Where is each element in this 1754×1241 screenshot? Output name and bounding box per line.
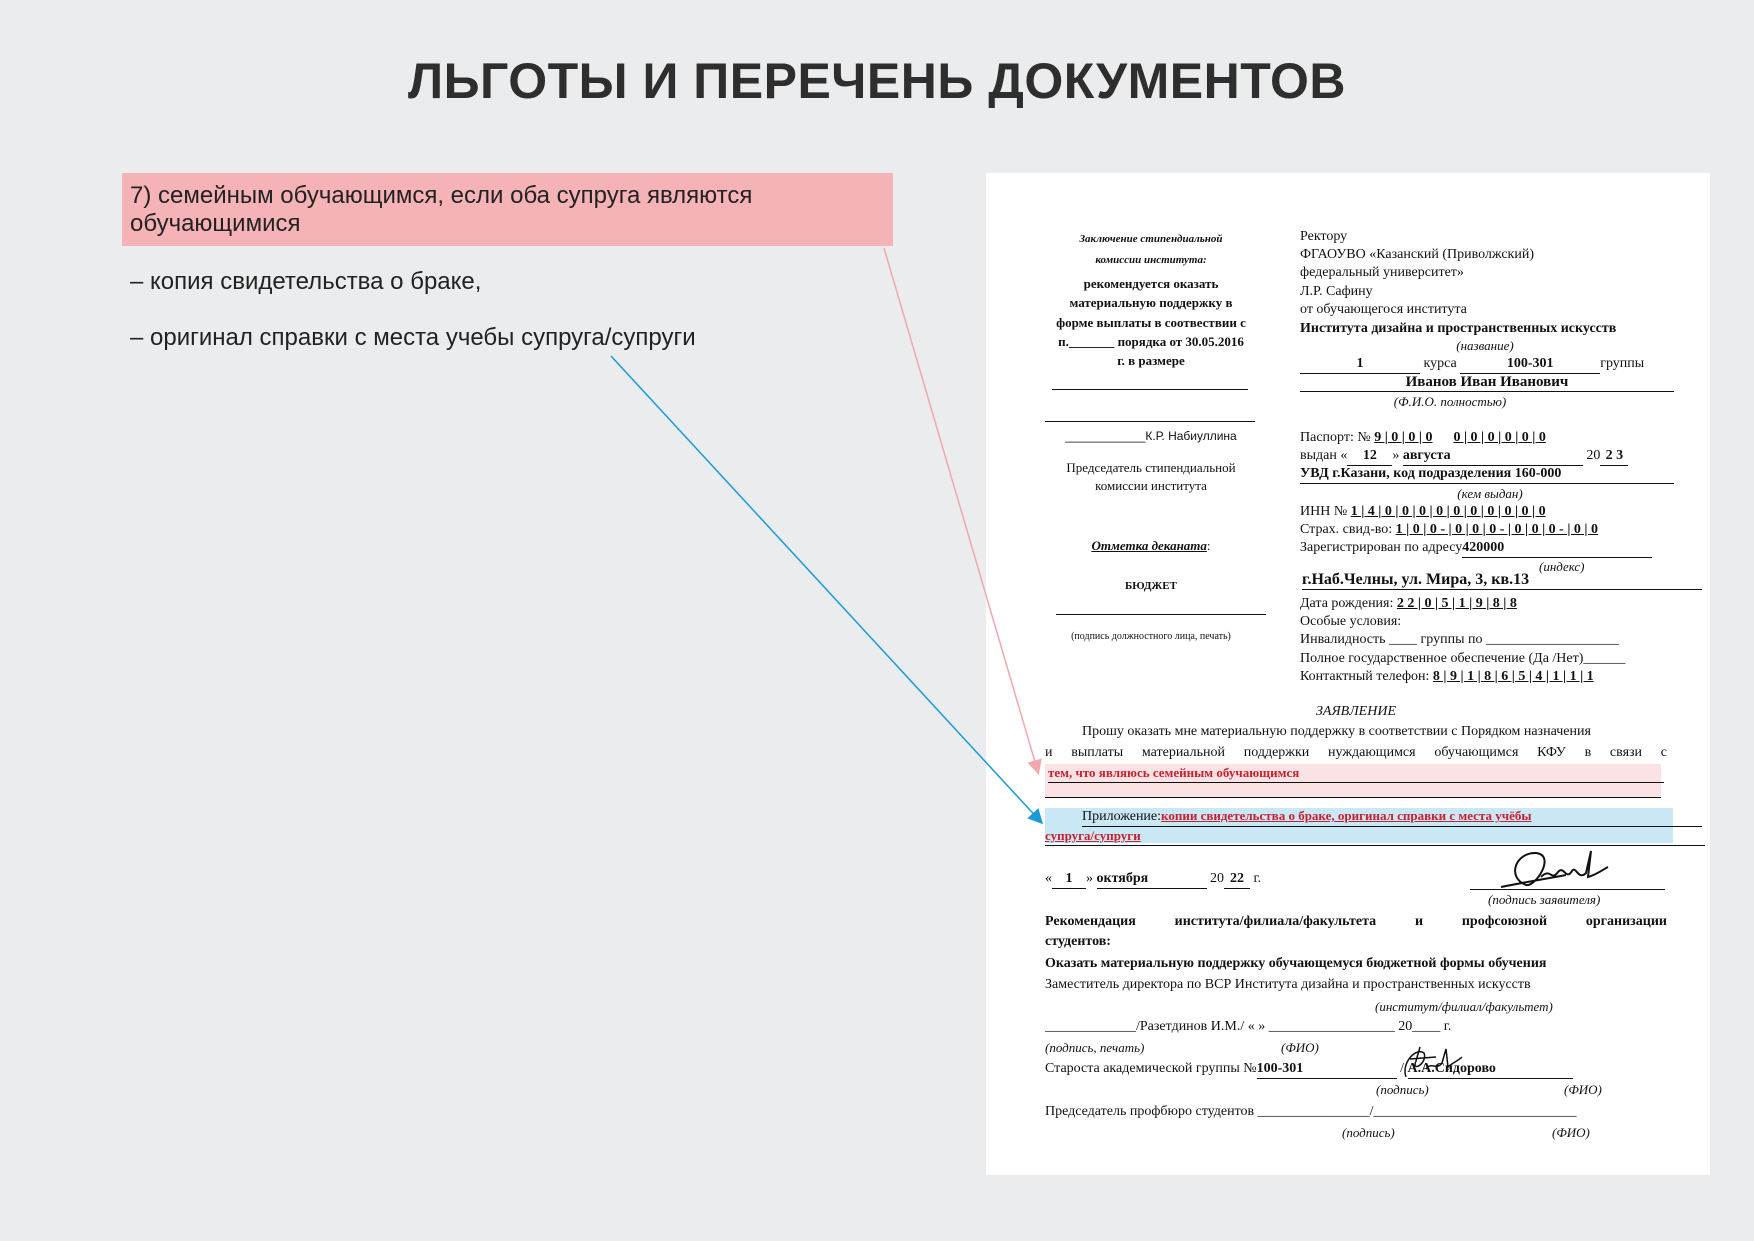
commission-text: материальную поддержку в — [1069, 295, 1233, 310]
union-sign-note: (подпись) — [1342, 1125, 1395, 1140]
attachment-text-2: супруга/супруги — [1045, 828, 1141, 843]
group-head-label: Староста академической группы № — [1045, 1061, 1257, 1076]
issued-year-prefix: 20 — [1586, 448, 1601, 463]
union-fio-note: (ФИО) — [1552, 1125, 1590, 1140]
special-conditions: Особые условия: — [1300, 614, 1402, 629]
course-label: курса — [1423, 356, 1457, 371]
birth-label: Дата рождения: — [1300, 596, 1394, 611]
addressee-line: Л.Р. Сафину — [1300, 284, 1373, 299]
institute-name: Института дизайна и пространственных искусств — [1300, 321, 1617, 336]
phone-value: 8 | 9 | 1 | 8 | 6 | 5 | 4 | 1 | 1 | 1 — [1432, 669, 1594, 684]
issued-month: августа — [1403, 447, 1583, 466]
addressee-line: от обучающегося института — [1300, 302, 1467, 317]
budget-label: БЮДЖЕТ — [1125, 580, 1177, 592]
inn-value: 1 | 4 | 0 | 0 | 0 | 0 | 0 | 0 | 0 | 0 | 0 | 0 — [1350, 504, 1546, 519]
phone-label: Контактный телефон: — [1300, 669, 1430, 684]
group-label: группы — [1600, 356, 1645, 371]
student-name: Иванов Иван Иванович — [1300, 373, 1674, 392]
issued-by-note: (кем выдан) — [1457, 486, 1523, 501]
deputy-line: Заместитель директора по ВСР Института дизайна и пространственных искусств — [1045, 977, 1531, 992]
application-form-image: Заключение стипендиальной комиссии института: рекомендуется оказать материальную поддержку в форме выплаты в соотвествии с п._______ порядка от 30.05.2016 г. в размере ____________К.Р. Набиуллина Председатель стипендиальной комиссии института Отметка деканата: БЮДЖЕТ (подпись должностного лица, печать) Ректору ФГАОУВО «Казанский (Приволжский) федеральный университет» Л.Р. Сафину от обучающегося института Института дизайна и пространственных искусств (название) 1 курса 100-301 группы Иванов Иван Иванович (Ф.И.О. полностью) Паспорт: № 9 | 0 | 0 | 0 0 | 0 | 0 | 0 | 0 | 0 выдан « 12 » августа 20 2 3 УВД г.Казани, код подразделения 160-000 (кем выдан) ИНН № 1 | 4 | 0 | 0 | 0 | 0 | 0 | 0 | 0 | 0 | 0 | 0 Страх. свид-во: 1 | 0 | 0 - | 0 | 0 | 0 - | 0 | 0 | 0 - | 0 | 0 Зарегистрирован по адресу420000 (индекс) г.Наб.Челны, ул. Мира, 3, кв.13 Дата рождения: 2 2 | 0 | 5 | 1 | 9 | 8 | 8 Особые условия: Инвалидность ____ группы по ___________________ Полное государственное обеспечение (Да /Нет)______ Контактный телефон: 8 | 9 | 1 | 8 | 6 | 5 | 4 | 1 | 1 | 1 ЗАЯВЛЕНИЕ Прошу оказать мне материальную поддержку в соответствии с Порядком назначения и выплаты материальной поддержки нуждающимся обучающимся КФУ в связи с тем, что являюсь семейным обучающимся Приложение:копии свидетельства о браке, оригинал справки с места учёбы супруга/супруги « 1 » октября 20 22 г. (подпись заявителя) Рекомендация института/филиала/факультета и профсоюзной организации студентов: Оказать материальную поддержку обучающемуся бюджетной формы обучения Заместитель директора по ВСР Института дизайна и пространственных искусств (институт/филиал/факультет) _____________/Разетдинов И.М./ « » __________________ 20____ г. (подпись, печать) (ФИО) Староста академической группы №100-301 / А.А.Сидорово (подпись) (ФИО) Председатель профбюро студентов ________________/_____________________________ (подпись) (ФИО) — [986, 173, 1710, 1175]
pink-arrow — [884, 248, 1038, 772]
passport-label: Паспорт: № — [1300, 430, 1371, 445]
recommendation-decision: Оказать материальную поддержку обучающемуся бюджетной формы обучения — [1045, 956, 1547, 971]
date-year: 22 — [1224, 870, 1250, 889]
passport-series: 9 | 0 | 0 | 0 — [1374, 430, 1433, 445]
snils-label: Страх. свид-во: — [1300, 522, 1393, 537]
recommendation-heading-2: студентов: — [1045, 934, 1111, 949]
union-chair-line: Председатель профбюро студентов ________________/_____________________________ — [1045, 1104, 1577, 1119]
passport-number: 0 | 0 | 0 | 0 | 0 | 0 — [1453, 430, 1546, 445]
attachment-text: копии свидетельства о браке, оригинал справки с места учёбы — [1161, 808, 1532, 823]
statement-line-2: и выплаты материальной поддержки нуждающимся обучающимся КФУ в связи с — [1045, 745, 1667, 760]
date-year-prefix: 20 — [1210, 871, 1224, 886]
full-support-line: Полное государственное обеспечение (Да /Нет)______ — [1300, 651, 1626, 666]
postal-index: 420000 — [1462, 539, 1652, 558]
document-item-marriage-certificate: – копия свидетельства о браке, — [130, 268, 482, 295]
date-day: 1 — [1052, 870, 1086, 889]
statement-line-1: Прошу оказать мне материальную поддержку в соответствии с Порядком назначения — [1082, 724, 1591, 739]
dean-mark: Отметка деканата — [1091, 538, 1207, 553]
deputy-note: (институт/филиал/факультет) — [1375, 999, 1553, 1014]
group-head-sign-note: (подпись) — [1376, 1082, 1429, 1097]
date-month: октября — [1097, 870, 1207, 889]
reason-text: тем, что являюсь семейным обучающимся — [1048, 764, 1664, 783]
addressee-line: ФГАОУВО «Казанский (Приволжский) — [1300, 247, 1534, 262]
index-note: (индекс) — [1539, 559, 1585, 574]
institute-note: (название) — [1456, 338, 1514, 353]
commission-text: форме выплаты в соотвествии с — [1056, 315, 1246, 330]
commission-chair: Председатель стипендиальной — [1066, 460, 1236, 475]
issued-label: выдан « — [1300, 448, 1348, 463]
address-value: г.Наб.Челны, ул. Мира, 3, кв.13 — [1302, 571, 1702, 590]
blue-arrow — [611, 356, 1041, 822]
deputy-sign-note: (подпись, печать) — [1045, 1040, 1145, 1055]
snils-value: 1 | 0 | 0 - | 0 | 0 | 0 - | 0 | 0 | 0 - | 0 | 0 — [1395, 522, 1598, 537]
commission-text: п._______ порядка от 30.05.2016 — [1058, 334, 1244, 349]
commission-text: г. в размере — [1117, 353, 1185, 368]
birth-date: 2 2 | 0 | 5 | 1 | 9 | 8 | 8 — [1396, 596, 1517, 611]
address-label: Зарегистрирован по адресу — [1300, 540, 1463, 555]
date-suffix: г. — [1253, 871, 1262, 886]
commission-chair-2: комиссии института — [1095, 478, 1207, 493]
group-head-fio-note: (ФИО) — [1564, 1082, 1602, 1097]
name-note: (Ф.И.О. полностью) — [1393, 394, 1507, 409]
commission-signer: ____________К.Р. Набиуллина — [1065, 429, 1237, 443]
issued-by: УВД г.Казани, код подразделения 160-000 — [1300, 465, 1674, 484]
commission-heading-2: комиссии института: — [1095, 254, 1207, 266]
addressee-line: федеральный университет» — [1300, 265, 1464, 280]
group-head-group: 100-301 — [1257, 1060, 1397, 1079]
statement-title: ЗАЯВЛЕНИЕ — [1315, 704, 1397, 719]
issued-year: 2 3 — [1600, 447, 1628, 466]
commission-heading: Заключение стипендиальной — [1079, 233, 1223, 245]
highlighted-benefit-text: 7) семейным обучающимся, если оба супруга являются обучающимися — [130, 182, 753, 237]
page-title: ЛЬГОТЫ И ПЕРЕЧЕНЬ ДОКУМЕНТОВ — [408, 53, 1346, 109]
addressee-line: Ректору — [1300, 229, 1348, 244]
commission-text: рекомендуется оказать — [1083, 276, 1219, 291]
applicant-sign-note: (подпись заявителя) — [1488, 892, 1601, 907]
group-field: 100-301 — [1460, 355, 1600, 374]
deputy-sign-line: _____________/Разетдинов И.М./ « » __________________ 20____ г. — [1045, 1019, 1452, 1034]
issued-day: 12 — [1347, 447, 1392, 466]
recommendation-heading: Рекомендация института/филиала/факультета и профсоюзной организации — [1045, 914, 1667, 929]
document-item-study-certificate: – оригинал справки с места учебы супруга/супруги — [130, 324, 696, 351]
inn-label: ИНН № — [1300, 504, 1348, 519]
official-sign-note: (подпись должностного лица, печать) — [1071, 631, 1231, 642]
deputy-fio-note: (ФИО) — [1281, 1040, 1319, 1055]
course-field: 1 — [1300, 355, 1420, 374]
attachment-label: Приложение: — [1082, 809, 1162, 824]
group-head-name: А.А.Сидорово — [1408, 1060, 1573, 1079]
disability-line: Инвалидность ____ группы по ___________________ — [1300, 632, 1619, 647]
